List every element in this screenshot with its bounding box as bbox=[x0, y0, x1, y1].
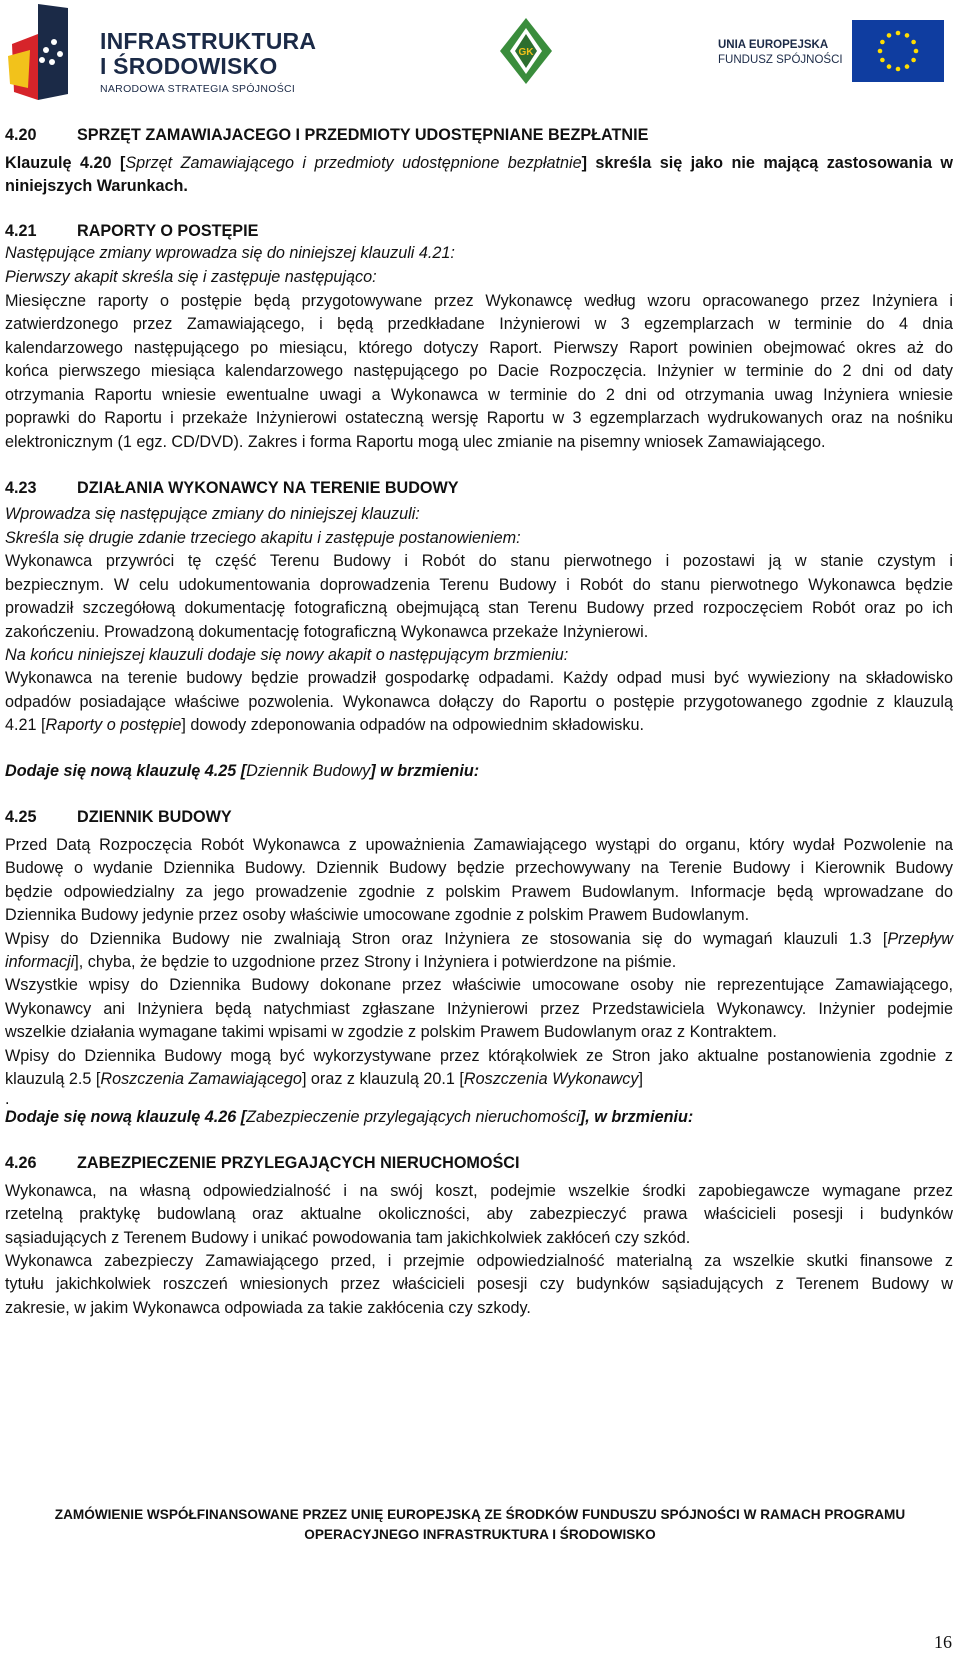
footer-line-1: ZAMÓWIENIE WSPÓŁFINANSOWANE PRZEZ UNIĘ EUROPEJSKĄ ZE ŚRODKÓW FUNDUSZU SPÓJNOŚCI W RAMACH PROGRAMU bbox=[54, 1507, 906, 1522]
paragraph-line: wszelkie działania wymagane takimi wpisami w zgodzie z polskim Prawem Budowlanym oraz z Kontraktem. bbox=[5, 1023, 777, 1041]
paragraph-line: Na końcu niniejszej klauzuli dodaje się nowy akapit o następującym brzmieniu: bbox=[5, 646, 569, 664]
paragraph-line: odpadów posiadające właściwe pozwolenia. Wykonawca dołączy do Raportu o postępie przygotowanego zgodnie z klauzulą bbox=[5, 693, 953, 711]
paragraph-line: klauzulą 2.5 [Roszczenia Zamawiającego] oraz z klauzulą 20.1 [Roszczenia Wykonawcy] bbox=[5, 1070, 643, 1088]
paragraph-line: Przed Datą Rozpoczęcia Robót Wykonawca z upoważnienia Zamawiającego wystąpi do organu, który wydał Pozwolenie na bbox=[5, 836, 953, 854]
paragraph-line: niniejszych Warunkach. bbox=[5, 177, 188, 195]
gk-emblem-icon bbox=[500, 18, 552, 84]
paragraph-line: będzie odpowiedzialny za jego prowadzenie zgodnie z polskim Prawem Budowlanym. Informacje będą wprowadzane do bbox=[5, 883, 953, 901]
paragraph-line: prowadził szczegółową dokumentację fotograficzną obejmującą stan Terenu Budowy przed rozpoczęciem Robót oraz po ich bbox=[5, 599, 953, 617]
footer-line-2: OPERACYJNEGO INFRASTRUKTURA I ŚRODOWISKO bbox=[304, 1527, 656, 1542]
eu-label: UNIA EUROPEJSKA bbox=[718, 39, 829, 51]
paragraph-line: Wykonawca przywróci tę część Terenu Budowy i Robót do stanu pierwotnego i pozostawi ją w stanie czystym i bbox=[5, 552, 953, 570]
paragraph-line: Miesięczne raporty o postępie będą przygotowywane przez Wykonawcę według wzoru opracowanego przez Inżyniera i bbox=[5, 292, 953, 310]
svg-text:GK: GK bbox=[518, 47, 534, 58]
fund-label: FUNDUSZ SPÓJNOŚCI bbox=[718, 54, 843, 66]
paragraph-line: Klauzulę 4.20 [Sprzęt Zamawiającego i przedmioty udostępnione bezpłatnie] skreśla się jako nie mającą zastosowania w bbox=[5, 154, 953, 172]
added-clause-note: Dodaje się nową klauzulę 4.25 [Dziennik Budowy] w brzmieniu: bbox=[5, 762, 480, 780]
section-heading-4-20: 4.20 SPRZĘT ZAMAWIAJACEGO I PRZEDMIOTY UDOSTĘPNIANE BEZPŁATNIE bbox=[5, 126, 649, 144]
paragraph-line: kalendarzowego następującego po miesiącu, którego dotyczy Raport. Pierwszy Raport powinien obejmować okres aż do bbox=[5, 339, 953, 357]
eu-flag-icon bbox=[852, 20, 944, 82]
paragraph-line: Wykonawcy ani Inżyniera będą natychmiast zgłaszane Inżynierowi przez Przedstawiciela Wykonawcy. Inżynier podejmie bbox=[5, 1000, 953, 1018]
paragraph-line: tytułu jakichkolwiek roszczeń wniesionych przez właścicieli posesji czy budynków sąsiadujących z Terenem Budowy w bbox=[5, 1275, 953, 1293]
paragraph-line: Następujące zmiany wprowadza się do niniejszej klauzuli 4.21: bbox=[5, 244, 455, 262]
paragraph-line: Skreśla się drugie zdanie trzeciego akapitu i zastępuje postanowieniem: bbox=[5, 529, 521, 547]
paragraph-line: otrzymania Raportu wniesie ewentualne uwagi a Wykonawca w terminie do 2 dni od otrzymania uwag Inżyniera wniesie bbox=[5, 386, 953, 404]
paragraph-line: 4.21 [Raporty o postępie] dowody zdeponowania odpadów na odpowiednim składowisku. bbox=[5, 716, 644, 734]
paragraph-line: informacji], chyba, że będzie to uzgodnione przez Strony i Inżyniera i potwierdzone na piśmie. bbox=[5, 953, 677, 971]
paragraph-line: bezpiecznym. W celu udokumentowania doprowadzenia Terenu Budowy i Robót do stanu pierwotnego Wykonawca będzie bbox=[5, 576, 953, 594]
paragraph-line: sąsiadujących z Terenem Budowy i unikać powodowania tam jakichkolwiek zakłóceń czy szkód. bbox=[5, 1229, 691, 1247]
paragraph-line: Wykonawca, na własną odpowiedzialność i na swój koszt, podejmie wszelkie środki zapobiegawcze wymagane przez bbox=[5, 1182, 953, 1200]
logo-title: INFRASTRUKTURA I ŚRODOWISKO bbox=[100, 28, 317, 79]
paragraph-line: Wykonawca na terenie budowy będzie prowadził gospodarkę odpadami. Każdy odpad musi być wywieziony na składowisko bbox=[5, 669, 953, 687]
paragraph-line: Wszystkie wpisy do Dziennika Budowy dokonane przez właściwie umocowane osoby nie reprezentujące Zamawiającego, bbox=[5, 976, 953, 994]
stray-dot: . bbox=[5, 1090, 10, 1108]
paragraph-line: zatwierdzonego przez Zamawiającego, i będą przedkładane Inżynierowi w 3 egzemplarzach w terminie do 4 dnia bbox=[5, 315, 953, 333]
paragraph-line: Wykonawca zabezpieczy Zamawiającego przed, i przejmie odpowiedzialność materialną za wszelkie skutki finansowe z bbox=[5, 1252, 953, 1270]
infrastruktura-logo bbox=[8, 4, 328, 104]
paragraph-line: Wprowadza się następujące zmiany do niniejszej klauzuli: bbox=[5, 505, 420, 523]
section-heading-4-23: 4.23 DZIAŁANIA WYKONAWCY NA TERENIE BUDOWY bbox=[5, 479, 459, 497]
section-heading-4-25: 4.25 DZIENNIK BUDOWY bbox=[5, 808, 232, 826]
paragraph-line: końca pierwszego miesiąca kalendarzowego następującego po Dacie Rozpoczęcia. Inżynier w terminie do 2 dni od daty bbox=[5, 362, 953, 380]
paragraph-line: elektronicznym (1 egz. CD/DVD). Zakres i forma Raportu mogą ulec zmianie na pisemny wniosek Zamawiającego. bbox=[5, 433, 826, 451]
paragraph-line: Wpisy do Dziennika Budowy mogą być wykorzystywane przez którąkolwiek ze Stron jako aktualne postanowienia zgodnie z bbox=[5, 1047, 953, 1065]
eu-logo bbox=[718, 20, 954, 86]
paragraph-line: zakresie, w jakim Wykonawca odpowiada za takie zakłócenia czy szkody. bbox=[5, 1299, 531, 1317]
logo-subtitle: NARODOWA STRATEGIA SPÓJNOŚCI bbox=[100, 83, 296, 95]
page-number: 16 bbox=[934, 1632, 952, 1652]
paragraph-line: Dziennika Budowy jedynie przez osoby właściwie umocowane zgodnie z polskim Prawem Budowlanym. bbox=[5, 906, 750, 924]
paragraph-line: poprawki do Raportu i przekaże Inżynierowi ostateczną wersję Raportu w 3 egzemplarzach wydrukowanych oraz na nośniku bbox=[5, 409, 953, 427]
section-heading-4-21: 4.21 RAPORTY O POSTĘPIE bbox=[5, 222, 259, 240]
paragraph-line: Wpisy do Dziennika Budowy nie zwalniają Stron oraz Inżyniera ze stosowania się do wymagań klauzuli 1.3 [Przepływ bbox=[5, 930, 953, 948]
paragraph-line: Budowę o wydanie Dziennika Budowy. Dziennik Budowy będzie przechowywany na Terenie Budowy i Kierownik Budowy bbox=[5, 859, 953, 877]
infrastruktura-flag-icon bbox=[8, 4, 90, 104]
paragraph-line: rzetelną praktykę budowlaną oraz aktualne okoliczności, aby zabezpieczyć prawa właścicieli posesji i budynków bbox=[5, 1205, 953, 1223]
section-heading-4-26: 4.26 ZABEZPIECZENIE PRZYLEGAJĄCYCH NIERUCHOMOŚCI bbox=[5, 1154, 520, 1172]
paragraph-line: zakończeniu. Prowadzoną dokumentację fotograficzną Wykonawca przekaże Inżynierowi. bbox=[5, 623, 649, 641]
added-clause-note: Dodaje się nową klauzulę 4.26 [Zabezpieczenie przylegających nieruchomości], w brzmieniu: bbox=[5, 1108, 694, 1126]
paragraph-line: Pierwszy akapit skreśla się i zastępuje następująco: bbox=[5, 268, 377, 286]
gk-emblem bbox=[500, 18, 552, 84]
